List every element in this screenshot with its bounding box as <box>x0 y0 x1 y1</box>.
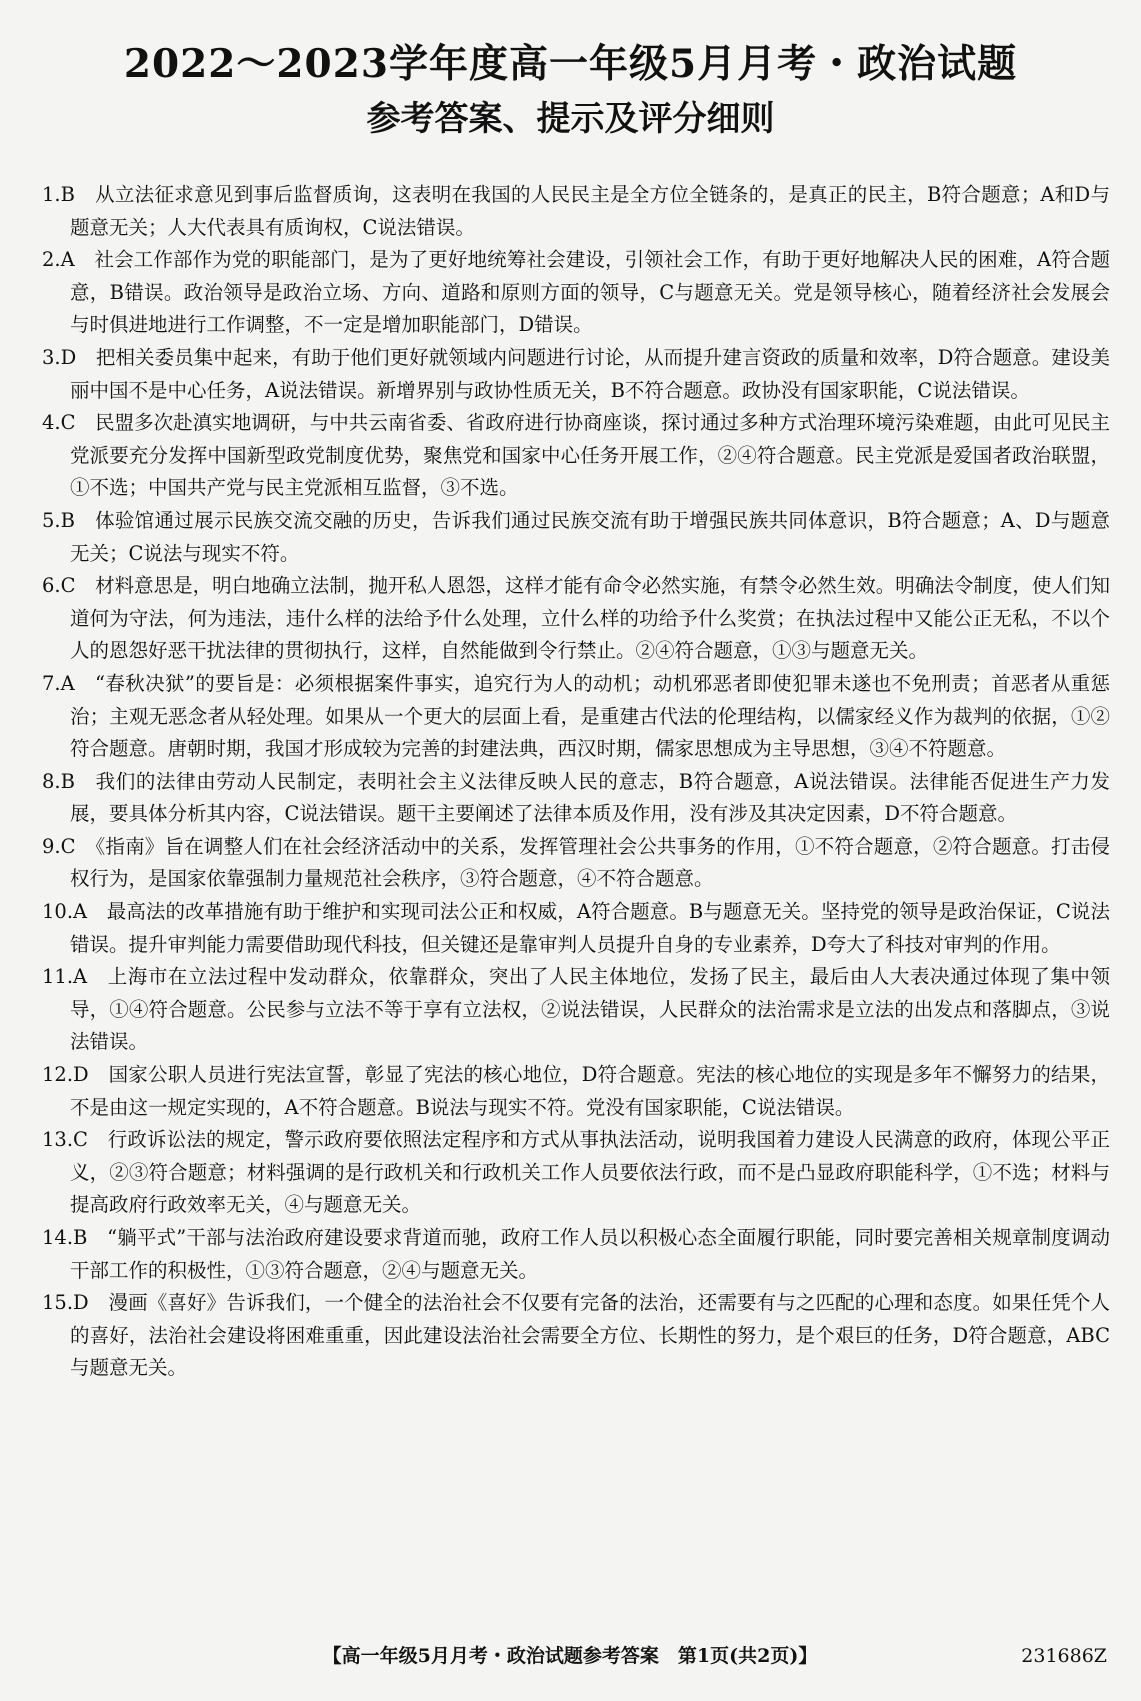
answer-explanation: 体验馆通过展示民族交流交融的历史，告诉我们通过民族交流有助于增强民族共同体意识，B符合题意；A、D与题意无关；C说法与现实不符。 <box>70 508 1110 565</box>
answer-explanation: 社会工作部作为党的职能部门，是为了更好地统筹社会建设，引领社会工作，有助于更好地解决人民的困难，A符合题意，B错误。政治领导是政治立场、方向、道路和原则方面的领导，C与题意无关。党是领导核心，随着经济社会发展会与时俱进地进行工作调整，不一定是增加职能部门，D错误。 <box>70 248 1110 337</box>
answer-item <box>36 407 1110 505</box>
answer-number: 11.A <box>42 965 88 989</box>
answer-number: 6.C <box>42 574 76 598</box>
answer-number: 1.B <box>42 183 75 206</box>
answer-item <box>36 1287 1110 1385</box>
answer-number: 13.C <box>42 1128 88 1152</box>
answer-number: 9.C <box>42 834 76 858</box>
page-subtitle: 参考答案、提示及评分细则 <box>366 99 775 139</box>
answer-explanation: 上海市在立法过程中发动群众，依靠群众，突出了人民主体地位，发扬了民主，最后由人大表决通过体现了集中领导，①④符合题意。公民参与立法不等于享有立法权，②说法错误，人民群众的法治需求是立法的出发点和落脚点，③说法错误。 <box>70 965 1110 1054</box>
answer-item <box>36 342 1110 407</box>
answer-number: 5.B <box>42 508 75 532</box>
answer-explanation: 民盟多次赴滇实地调研，与中共云南省委、省政府进行协商座谈，探讨通过多种方式治理环境污染难题，由此可见民主党派要充分发挥中国新型政党制度优势，聚焦党和国家中心任务开展工作，②④符合题意。民主党派是爱国者政治联盟，①不选；中国共产党与民主党派相互监督，③不选。 <box>70 411 1110 500</box>
answer-item <box>36 896 1110 961</box>
answer-item <box>36 244 1110 342</box>
answer-item <box>36 570 1110 668</box>
answer-explanation: 漫画《喜好》告诉我们，一个健全的法治社会不仅要有完备的法治，还需要有与之匹配的心理和态度。如果任凭个人的喜好，法治社会建设将困难重重，因此建设法治社会需要全方位、长期性的努力，是个艰巨的任务，D符合题意，ABC与题意无关。 <box>70 1291 1110 1380</box>
answer-number: 2.A <box>42 248 75 272</box>
answer-item <box>36 179 1110 244</box>
answer-item <box>36 831 1110 896</box>
answer-number: 7.A <box>42 671 75 695</box>
answer-number: 4.C <box>42 411 76 435</box>
answer-item <box>36 668 1110 766</box>
answer-explanation: 《指南》旨在调整人们在社会经济活动中的关系，发挥管理社会公共事务的作用，①不符合题意，②符合题意。打击侵权行为，是国家依靠强制力量规范社会秩序，③符合题意，④不符合题意。 <box>70 834 1110 891</box>
answer-explanation: 行政诉讼法的规定，警示政府要依照法定程序和方式从事执法活动，说明我国着力建设人民满意的政府，体现公平正义，②③符合题意；材料强调的是行政机关和行政机关工作人员要依法行政，而不是凸显政府职能科学，①不选；材料与提高政府行政效率无关，④与题意无关。 <box>70 1128 1110 1217</box>
answer-item <box>36 505 1110 570</box>
answer-explanation: “躺平式”干部与法治政府建设要求背道而驰，政府工作人员以积极心态全面履行职能，同时要完善相关规章制度调动干部工作的积极性，①③符合题意，②④与题意无关。 <box>70 1226 1110 1282</box>
answer-number: 8.B <box>42 769 75 793</box>
answer-item <box>36 961 1110 1059</box>
answer-number: 10.A <box>42 900 88 924</box>
answer-explanation: 材料意思是，明白地确立法制，抛开私人恩怨，这样才能有命令必然实施，有禁令必然生效。明确法令制度，使人们知道何为守法，何为违法，违什么样的法给予什么处理，立什么样的功给予什么奖赏；在执法过程中又能公正无私，不以个人的恩怨好恶干扰法律的贯彻执行，这样，自然能做到令行禁止。②④符合题意，①③与题意无关。 <box>70 574 1110 663</box>
answer-explanation: 从立法征求意见到事后监督质询，这表明在我国的人民民主是全方位全链条的，是真正的民主，B符合题意；A和D与题意无关；人大代表具有质询权，C说法错误。 <box>70 183 1110 239</box>
answer-explanation: 把相关委员集中起来，有助于他们更好就领域内问题进行讨论，从而提升建言资政的质量和效率，D符合题意。建设美丽中国不是中心任务，A说法错误。新增界别与政协性质无关，B不符合题意。政协没有国家职能，C说法错误。 <box>70 345 1110 402</box>
answer-number: 15.D <box>42 1291 89 1315</box>
answer-item <box>36 766 1110 831</box>
page-title: 2022～2023学年度高一年级5月月考・政治试题 <box>123 41 1018 87</box>
answer-item <box>36 1222 1110 1287</box>
answer-explanation: 国家公职人员进行宪法宣誓，彰显了宪法的核心地位，D符合题意。宪法的核心地位的实现是多年不懈努力的结果，不是由这一规定实现的，A不符合题意。B说法与现实不符。党没有国家职能，C说法错误。 <box>70 1063 1110 1119</box>
answer-explanation: 最高法的改革措施有助于维护和实现司法公正和权威，A符合题意。B与题意无关。坚持党的领导是政治保证，C说法错误。提升审判能力需要借助现代科技，但关键还是靠审判人员提升自身的专业素养，D夸大了科技对审判的作用。 <box>70 900 1110 956</box>
answer-number: 3.D <box>42 345 77 369</box>
footer-code: 231686Z <box>1021 1645 1107 1667</box>
footer-page-info: 【高一年级5月月考・政治试题参考答案 第1页(共2页)】 <box>322 1645 818 1667</box>
answer-explanation: 我们的法律由劳动人民制定，表明社会主义法律反映人民的意志，B符合题意，A说法错误。法律能否促进生产力发展，要具体分析其内容，C说法错误。题干主要阐述了法律本质及作用，没有涉及其决定因素，D不符合题意。 <box>70 769 1110 826</box>
answer-list <box>36 179 1110 1385</box>
answer-number: 12.D <box>42 1063 89 1087</box>
answer-item <box>36 1059 1110 1124</box>
answer-item <box>36 1124 1110 1222</box>
answer-number: 14.B <box>42 1226 88 1249</box>
answer-explanation: “春秋决狱”的要旨是：必须根据案件事实，追究行为人的动机；动机邪恶者即使犯罪未遂也不免刑责；首恶者从重惩治；主观无恶念者从轻处理。如果从一个更大的层面上看，是重建古代法的伦理结构，以儒家经义作为裁判的依据，①②符合题意。唐朝时期，我国才形成较为完善的封建法典，西汉时期，儒家思想成为主导思想，③④不符题意。 <box>70 671 1110 761</box>
